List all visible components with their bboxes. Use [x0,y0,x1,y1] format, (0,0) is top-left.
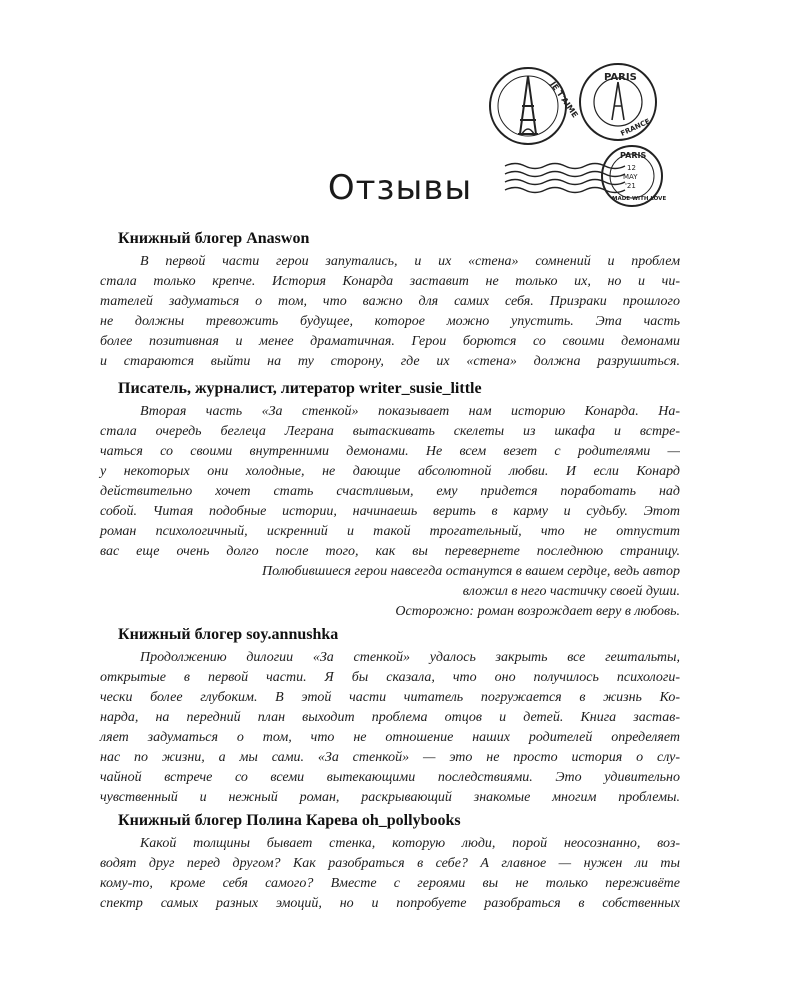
review-author-soy-annushka: Книжный блогер soy.annushka [118,626,339,643]
stamp-je-taime-text: JE T'AIME [548,79,580,120]
stamp3-paris-text: PARIS [620,151,647,160]
review-text-line: у некоторых они холодные, не дающие абсолютной любви. И если Конард [100,464,680,479]
review-text-line: Продолжению дилогии «За стенкой» удалось закрыть все гештальты, [140,650,680,665]
review-text-line: В первой части герои запутались, и их «стена» сомнений и проблем [140,254,680,269]
review-text-line: и стараются выйти на ту сторону, где их «стена» должна разрушиться. [100,354,680,369]
stamp-france-text: FRANCE [619,117,652,138]
stamp3-month-text: MAY [623,173,638,181]
review-text-line: не должны тревожить будущее, которое можно упустить. Эта часть [100,314,680,329]
review-text-line: Вторая часть «За стенкой» показывает нам историю Конарда. На- [140,404,680,419]
stamp3-made-with-love-text: MADE WITH LOVE [612,196,667,202]
review-author-anaswon: Книжный блогер Anaswon [118,230,310,247]
stamp3-day-text: 12 [627,164,636,172]
review-text-line: Полюбившиеся герои навсегда останутся в вашем сердце, ведь автор [262,564,680,579]
review-text-line: чувственный и нежный роман, раскрывающий знакомые многим проблемы. [100,790,680,805]
review-text-line: Какой толщины бывает стенка, которую люди, порой неосознанно, воз- [140,836,680,851]
review-text-line: нарда, на передний план выходит проблема отцов и детей. Книга застав- [100,710,680,725]
page-title: Отзывы [327,168,473,208]
review-author-oh-pollybooks: Книжный блогер Полина Карева oh_pollybooks [118,812,461,829]
review-text-line: роман психологичный, искренний и такой трогательный, что не отпустит [100,524,680,539]
review-text-line: тателей задуматься о том, что важно для самих себя. Призраки прошлого [100,294,680,309]
review-text-line: ляет задуматься о том, что не отношение наших родителей определяет [100,730,680,745]
review-text-line: нас по жизни, а мы сами. «За стенкой» — это не просто история о слу- [100,750,680,765]
review-author-writer-susie-little: Писатель, журналист, литератор writer_susie_little [118,380,482,397]
stamp-paris-text: PARIS [604,72,637,83]
review-text-line: более позитивная и менее драматичная. Герои борются со своими демонами [100,334,680,349]
stamp3-year-text: '21 [625,182,636,190]
review-text-line: Осторожно: роман возрождает веру в любовь. [395,604,680,619]
review-text-line: стала очередь беглеца Леграна вытаскивать скелеты из шкафа и встре- [100,424,680,439]
review-text-line: открытые в первой части. Я бы сказала, что оно получилось психологи- [100,670,680,685]
review-text-line: чески более глубоким. В этой части читатель погружается в жизнь Ко- [100,690,680,705]
review-text-line: водят друг перед другом? Как разобраться в себе? А главное — нужен ли ты [100,856,680,871]
eiffel-stamp-left-icon [490,68,566,144]
review-text-line: собой. Читая подобные истории, начинаешь верить в карму и судьбу. Этот [100,504,680,519]
review-text-line: действительно хочет стать счастливым, ему придется поработать над [100,484,680,499]
review-text-line: стала только крепче. История Конарда заставит не только их, но и чи- [100,274,680,289]
review-text-line: вас еще очень долго после того, как вы перевернете последнюю страницу. [100,544,680,559]
review-text-line: чайной встрече со всеми вытекающими последствиями. Это удивительно [100,770,680,785]
review-text-line: спектр самых разных эмоций, но и попробуете разобраться в собственных [100,896,680,911]
review-text-line: вложил в него частичку своей души. [462,584,680,599]
review-text-line: кому-то, кроме себя самого? Вместе с героями вы не только переживёте [100,876,680,891]
review-text-line: чаться со своими внутренними демонами. Не всем везет с родителями — [100,444,680,459]
